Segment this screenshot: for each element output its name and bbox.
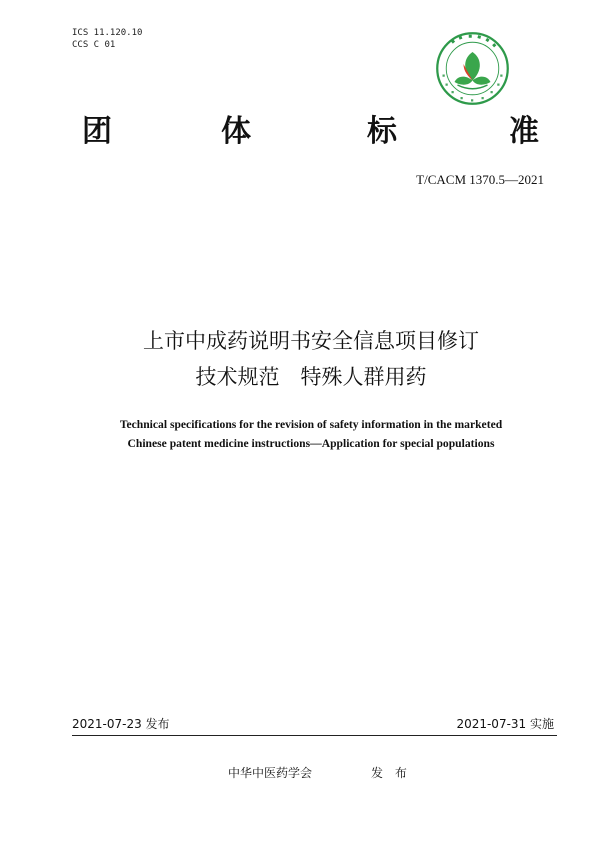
standard-number: T/CACM 1370.5—2021: [416, 172, 544, 187]
divider-line: [72, 735, 557, 736]
ics-code: ICS 11.120.10: [72, 28, 143, 38]
publisher-name: 中华中医药学会: [228, 766, 313, 780]
english-title-line-1: Technical specifications for the revision of safety information in the marketed: [119, 418, 503, 431]
document-type-char-1: 团: [82, 114, 112, 149]
chinese-title-line-2: 技术规范 特殊人群用药: [195, 365, 427, 389]
publish-label: 发 布: [371, 766, 411, 780]
implementation-date: 2021-07-31 实施: [456, 717, 554, 731]
issue-date: 2021-07-23 发布: [72, 717, 170, 731]
english-title-line-2: Chinese patent medicine instructions—Application for special populations: [127, 437, 495, 450]
ccs-code: CCS C 01: [72, 40, 116, 50]
document-type-char-2: 体: [221, 114, 251, 149]
association-seal-icon: [435, 31, 510, 106]
document-type-char-4: 准: [509, 114, 539, 149]
chinese-title-line-1: 上市中成药说明书安全信息项目修订: [143, 329, 479, 353]
document-type-char-3: 标: [367, 114, 397, 149]
